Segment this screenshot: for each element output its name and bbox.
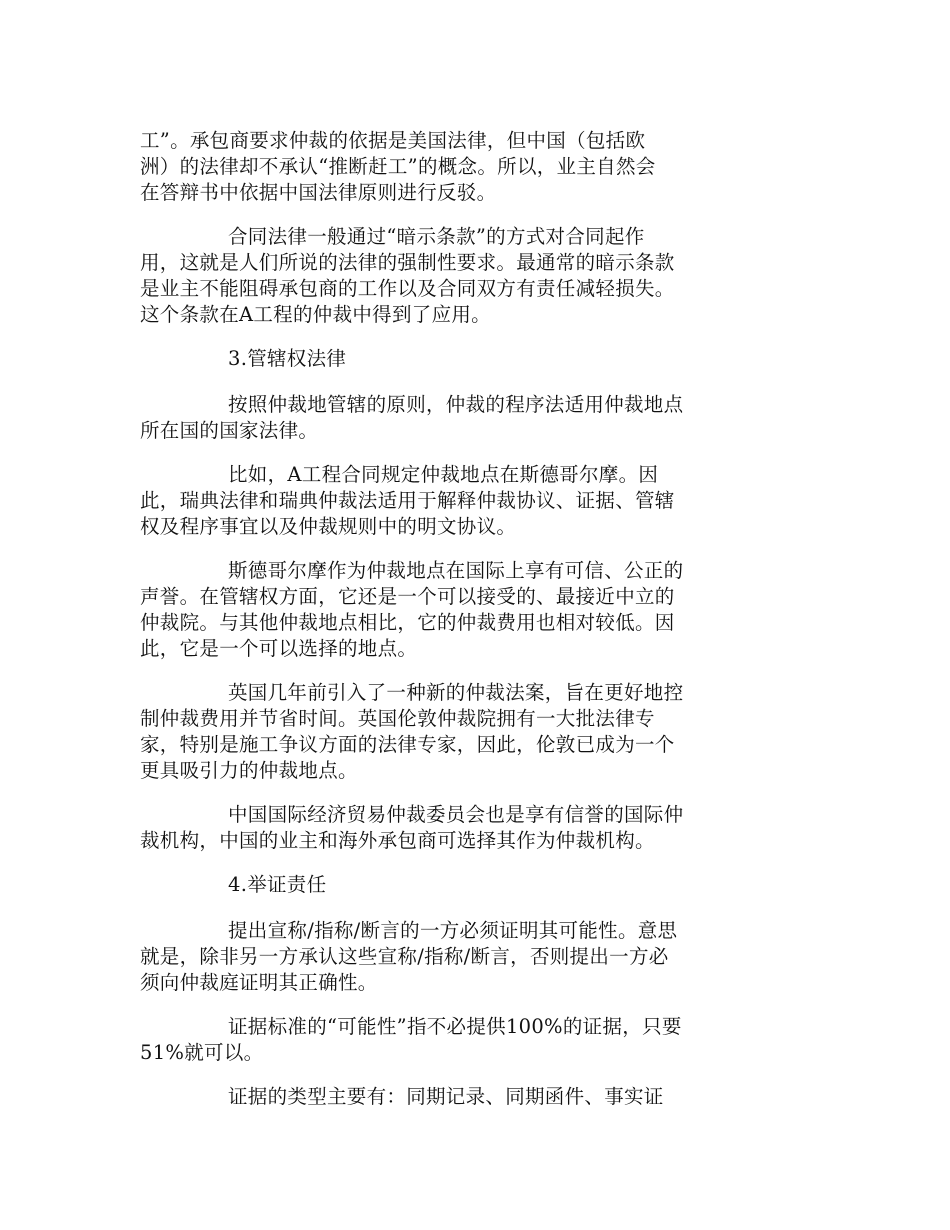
paragraph-london-arbitration: 英国几年前引入了一种新的仲裁法案，旨在更好地控 制仲裁费用并节省时间。英国伦敦仲裁院拥有一大批法律专 家，特别是施工争议方面的法律专家，因此，伦敦已成为一个 更具吸引力的仲裁地点。 — [140, 681, 684, 782]
paragraph-evidence-types: 证据的类型主要有：同期记录、同期函件、事实证 — [228, 1085, 664, 1108]
paragraph-seat-principle: 按照仲裁地管辖的原则，仲裁的程序法适用仲裁地点 所在国的国家法律。 — [140, 393, 684, 442]
paragraph-stockholm-example: 比如，A工程合同规定仲裁地点在斯德哥尔摩。因 此，瑞典法律和瑞典仲裁法适用于解释仲裁协议、证据、管辖 权及程序事宜以及仲裁规则中的明文协议。 — [140, 463, 675, 538]
section-heading-jurisdiction: 3.管辖权法律 — [228, 347, 347, 370]
paragraph-stockholm-reputation: 斯德哥尔摩作为仲裁地点在国际上享有可信、公正的 声誉。在管辖权方面，它还是一个可以接受的、最接近中立的 仲裁院。与其他仲裁地点相比，它的仲裁费用也相对较低。因 此，它是一个可以选择的地点。 — [140, 559, 684, 660]
section-heading-burden-of-proof: 4.举证责任 — [228, 873, 327, 896]
paragraph-burden-of-proof: 提出宣称/指称/断言的一方必须证明其可能性。意思 就是，除非另一方承认这些宣称/指称/断言，否则提出一方必 须向仲裁庭证明其正确性。 — [140, 919, 678, 994]
document-page — [140, 128, 752, 1128]
paragraph-standard-of-proof: 证据标准的“可能性”指不必提供100%的证据，只要 51%就可以。 — [140, 1015, 682, 1064]
paragraph-implied-terms: 合同法律一般通过“暗示条款”的方式对合同起作 用，这就是人们所说的法律的强制性要求。最通常的暗示条款 是业主不能阻碍承包商的工作以及合同双方有责任减轻损失。 这个条款在A工程的仲裁中得到了应用。 — [140, 225, 675, 326]
paragraph-cietac: 中国国际经济贸易仲裁委员会也是享有信誉的国际仲 裁机构，中国的业主和海外承包商可选择其作为仲裁机构。 — [140, 803, 684, 852]
paragraph-legal-basis: 工”。承包商要求仲裁的依据是美国法律，但中国（包括欧 洲）的法律却不承认“推断赶工”的概念。所以，业主自然会 在答辩书中依据中国法律原则进行反驳。 — [140, 129, 656, 204]
